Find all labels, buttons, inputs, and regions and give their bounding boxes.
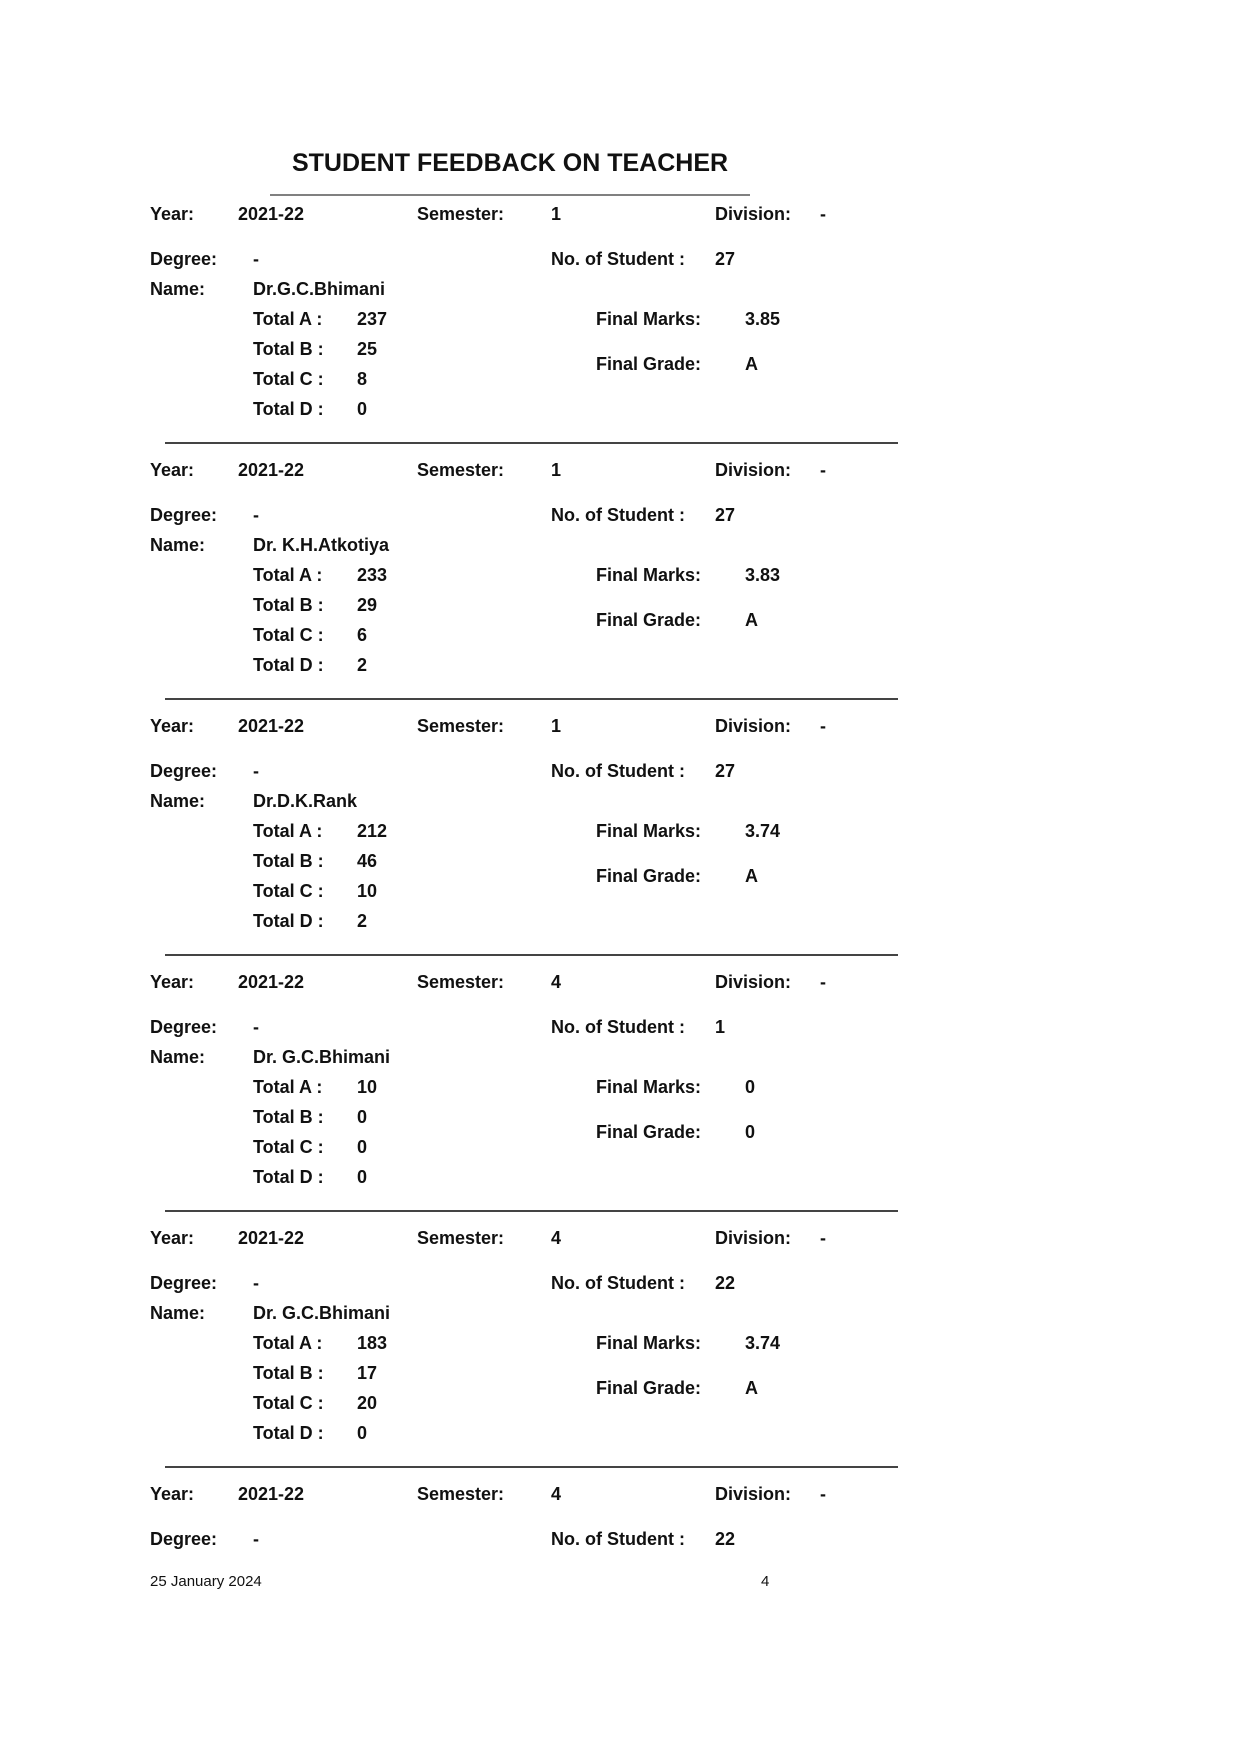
- total-d-label: Total D :: [253, 655, 324, 675]
- total-d-value: 0: [357, 399, 368, 419]
- total-c-label: Total C :: [253, 625, 324, 645]
- degree-value: -: [253, 505, 259, 525]
- students-value: 27: [715, 761, 736, 781]
- total-a-label: Total A :: [253, 1077, 323, 1097]
- total-a-value: 212: [357, 821, 388, 841]
- semester-label: Semester:: [417, 460, 505, 480]
- division-value: -: [820, 716, 826, 736]
- final-grade-label: Final Grade:: [596, 1378, 702, 1398]
- total-b-label: Total B :: [253, 339, 324, 359]
- division-label: Division:: [715, 460, 792, 480]
- final-marks-label: Final Marks:: [596, 565, 702, 585]
- students-value: 22: [715, 1273, 736, 1293]
- feedback-record: [0, 256, 1241, 675]
- final-marks-value: 3.74: [745, 1333, 781, 1353]
- total-a-label: Total A :: [253, 565, 323, 585]
- total-d-value: 0: [357, 1167, 368, 1187]
- degree-value: -: [253, 249, 259, 269]
- division-label: Division:: [715, 972, 792, 992]
- year-label: Year:: [150, 1228, 195, 1248]
- total-c-value: 0: [357, 1137, 368, 1157]
- degree-value: -: [253, 761, 259, 781]
- division-value: -: [820, 460, 826, 480]
- final-grade-label: Final Grade:: [596, 1122, 702, 1142]
- total-d-value: 2: [357, 655, 368, 675]
- degree-value: -: [253, 1273, 259, 1293]
- name-label: Name:: [150, 535, 206, 555]
- degree-label: Degree:: [150, 249, 218, 269]
- semester-value: 4: [551, 972, 562, 992]
- total-b-value: 25: [357, 339, 378, 359]
- final-grade-label: Final Grade:: [596, 610, 702, 630]
- division-value: -: [820, 1484, 826, 1504]
- degree-label: Degree:: [150, 1273, 218, 1293]
- division-label: Division:: [715, 716, 792, 736]
- total-d-value: 2: [357, 911, 368, 931]
- degree-value: -: [253, 1529, 259, 1549]
- students-label: No. of Student :: [551, 1529, 685, 1549]
- semester-label: Semester:: [417, 204, 505, 224]
- final-marks-label: Final Marks:: [596, 1333, 702, 1353]
- total-a-value: 233: [357, 565, 388, 585]
- semester-value: 1: [551, 716, 562, 736]
- final-grade-value: 0: [745, 1122, 756, 1142]
- total-a-label: Total A :: [253, 1333, 323, 1353]
- division-label: Division:: [715, 204, 792, 224]
- teacher-name: Dr.D.K.Rank: [253, 791, 358, 811]
- feedback-record: [0, 1280, 1241, 1549]
- total-c-label: Total C :: [253, 369, 324, 389]
- semester-label: Semester:: [417, 1484, 505, 1504]
- students-label: No. of Student :: [551, 249, 685, 269]
- division-label: Division:: [715, 1228, 792, 1248]
- final-grade-value: A: [745, 866, 758, 886]
- name-label: Name:: [150, 1047, 206, 1067]
- year-label: Year:: [150, 204, 195, 224]
- final-marks-value: 0: [745, 1077, 756, 1097]
- total-b-label: Total B :: [253, 1107, 324, 1127]
- students-label: No. of Student :: [551, 1017, 685, 1037]
- year-label: Year:: [150, 716, 195, 736]
- total-c-value: 8: [357, 369, 368, 389]
- final-grade-label: Final Grade:: [596, 354, 702, 374]
- degree-label: Degree:: [150, 1017, 218, 1037]
- final-grade-label: Final Grade:: [596, 866, 702, 886]
- year-value: 2021-22: [238, 972, 305, 992]
- division-value: -: [820, 1228, 826, 1248]
- semester-value: 4: [551, 1484, 562, 1504]
- total-d-value: 0: [357, 1423, 368, 1443]
- students-value: 1: [715, 1017, 726, 1037]
- year-value: 2021-22: [238, 460, 305, 480]
- semester-value: 1: [551, 204, 562, 224]
- total-c-label: Total C :: [253, 1137, 324, 1157]
- total-b-label: Total B :: [253, 851, 324, 871]
- page-title: STUDENT FEEDBACK ON TEACHER: [291, 149, 729, 177]
- total-a-value: 183: [357, 1333, 388, 1353]
- final-marks-label: Final Marks:: [596, 309, 702, 329]
- page-number: 4: [761, 1573, 770, 1590]
- students-value: 22: [715, 1529, 736, 1549]
- degree-label: Degree:: [150, 761, 218, 781]
- total-a-label: Total A :: [253, 821, 323, 841]
- division-value: -: [820, 972, 826, 992]
- total-c-value: 20: [357, 1393, 378, 1413]
- name-label: Name:: [150, 791, 206, 811]
- final-grade-value: A: [745, 354, 758, 374]
- final-grade-value: A: [745, 610, 758, 630]
- feedback-record: [0, 0, 1241, 419]
- total-c-label: Total C :: [253, 1393, 324, 1413]
- total-c-label: Total C :: [253, 881, 324, 901]
- footer-date: 25 January 2024: [150, 1573, 262, 1590]
- total-a-value: 237: [357, 309, 388, 329]
- semester-label: Semester:: [417, 716, 505, 736]
- final-marks-value: 3.85: [745, 309, 781, 329]
- total-b-value: 17: [357, 1363, 378, 1383]
- year-value: 2021-22: [238, 204, 305, 224]
- total-b-value: 46: [357, 851, 378, 871]
- feedback-record: [0, 1024, 1241, 1443]
- total-b-value: 0: [357, 1107, 368, 1127]
- total-a-label: Total A :: [253, 309, 323, 329]
- final-marks-value: 3.83: [745, 565, 781, 585]
- students-label: No. of Student :: [551, 1273, 685, 1293]
- final-marks-value: 3.74: [745, 821, 781, 841]
- teacher-name: Dr. G.C.Bhimani: [253, 1303, 391, 1323]
- teacher-name: Dr.G.C.Bhimani: [253, 279, 386, 299]
- degree-label: Degree:: [150, 505, 218, 525]
- year-label: Year:: [150, 1484, 195, 1504]
- students-label: No. of Student :: [551, 505, 685, 525]
- year-label: Year:: [150, 460, 195, 480]
- students-value: 27: [715, 505, 736, 525]
- total-d-label: Total D :: [253, 1167, 324, 1187]
- final-marks-label: Final Marks:: [596, 1077, 702, 1097]
- students-value: 27: [715, 249, 736, 269]
- division-label: Division:: [715, 1484, 792, 1504]
- feedback-record: [0, 768, 1241, 1187]
- total-d-label: Total D :: [253, 399, 324, 419]
- year-value: 2021-22: [238, 716, 305, 736]
- degree-label: Degree:: [150, 1529, 218, 1549]
- total-a-value: 10: [357, 1077, 378, 1097]
- final-grade-value: A: [745, 1378, 758, 1398]
- degree-value: -: [253, 1017, 259, 1037]
- semester-value: 1: [551, 460, 562, 480]
- final-marks-label: Final Marks:: [596, 821, 702, 841]
- name-label: Name:: [150, 1303, 206, 1323]
- name-label: Name:: [150, 279, 206, 299]
- semester-value: 4: [551, 1228, 562, 1248]
- total-d-label: Total D :: [253, 1423, 324, 1443]
- semester-label: Semester:: [417, 972, 505, 992]
- teacher-name: Dr. K.H.Atkotiya: [253, 535, 390, 555]
- division-value: -: [820, 204, 826, 224]
- total-b-label: Total B :: [253, 595, 324, 615]
- semester-label: Semester:: [417, 1228, 505, 1248]
- total-d-label: Total D :: [253, 911, 324, 931]
- total-b-value: 29: [357, 595, 378, 615]
- total-b-label: Total B :: [253, 1363, 324, 1383]
- total-c-value: 6: [357, 625, 368, 645]
- year-label: Year:: [150, 972, 195, 992]
- teacher-name: Dr. G.C.Bhimani: [253, 1047, 391, 1067]
- feedback-record: [0, 512, 1241, 931]
- students-label: No. of Student :: [551, 761, 685, 781]
- total-c-value: 10: [357, 881, 378, 901]
- year-value: 2021-22: [238, 1228, 305, 1248]
- year-value: 2021-22: [238, 1484, 305, 1504]
